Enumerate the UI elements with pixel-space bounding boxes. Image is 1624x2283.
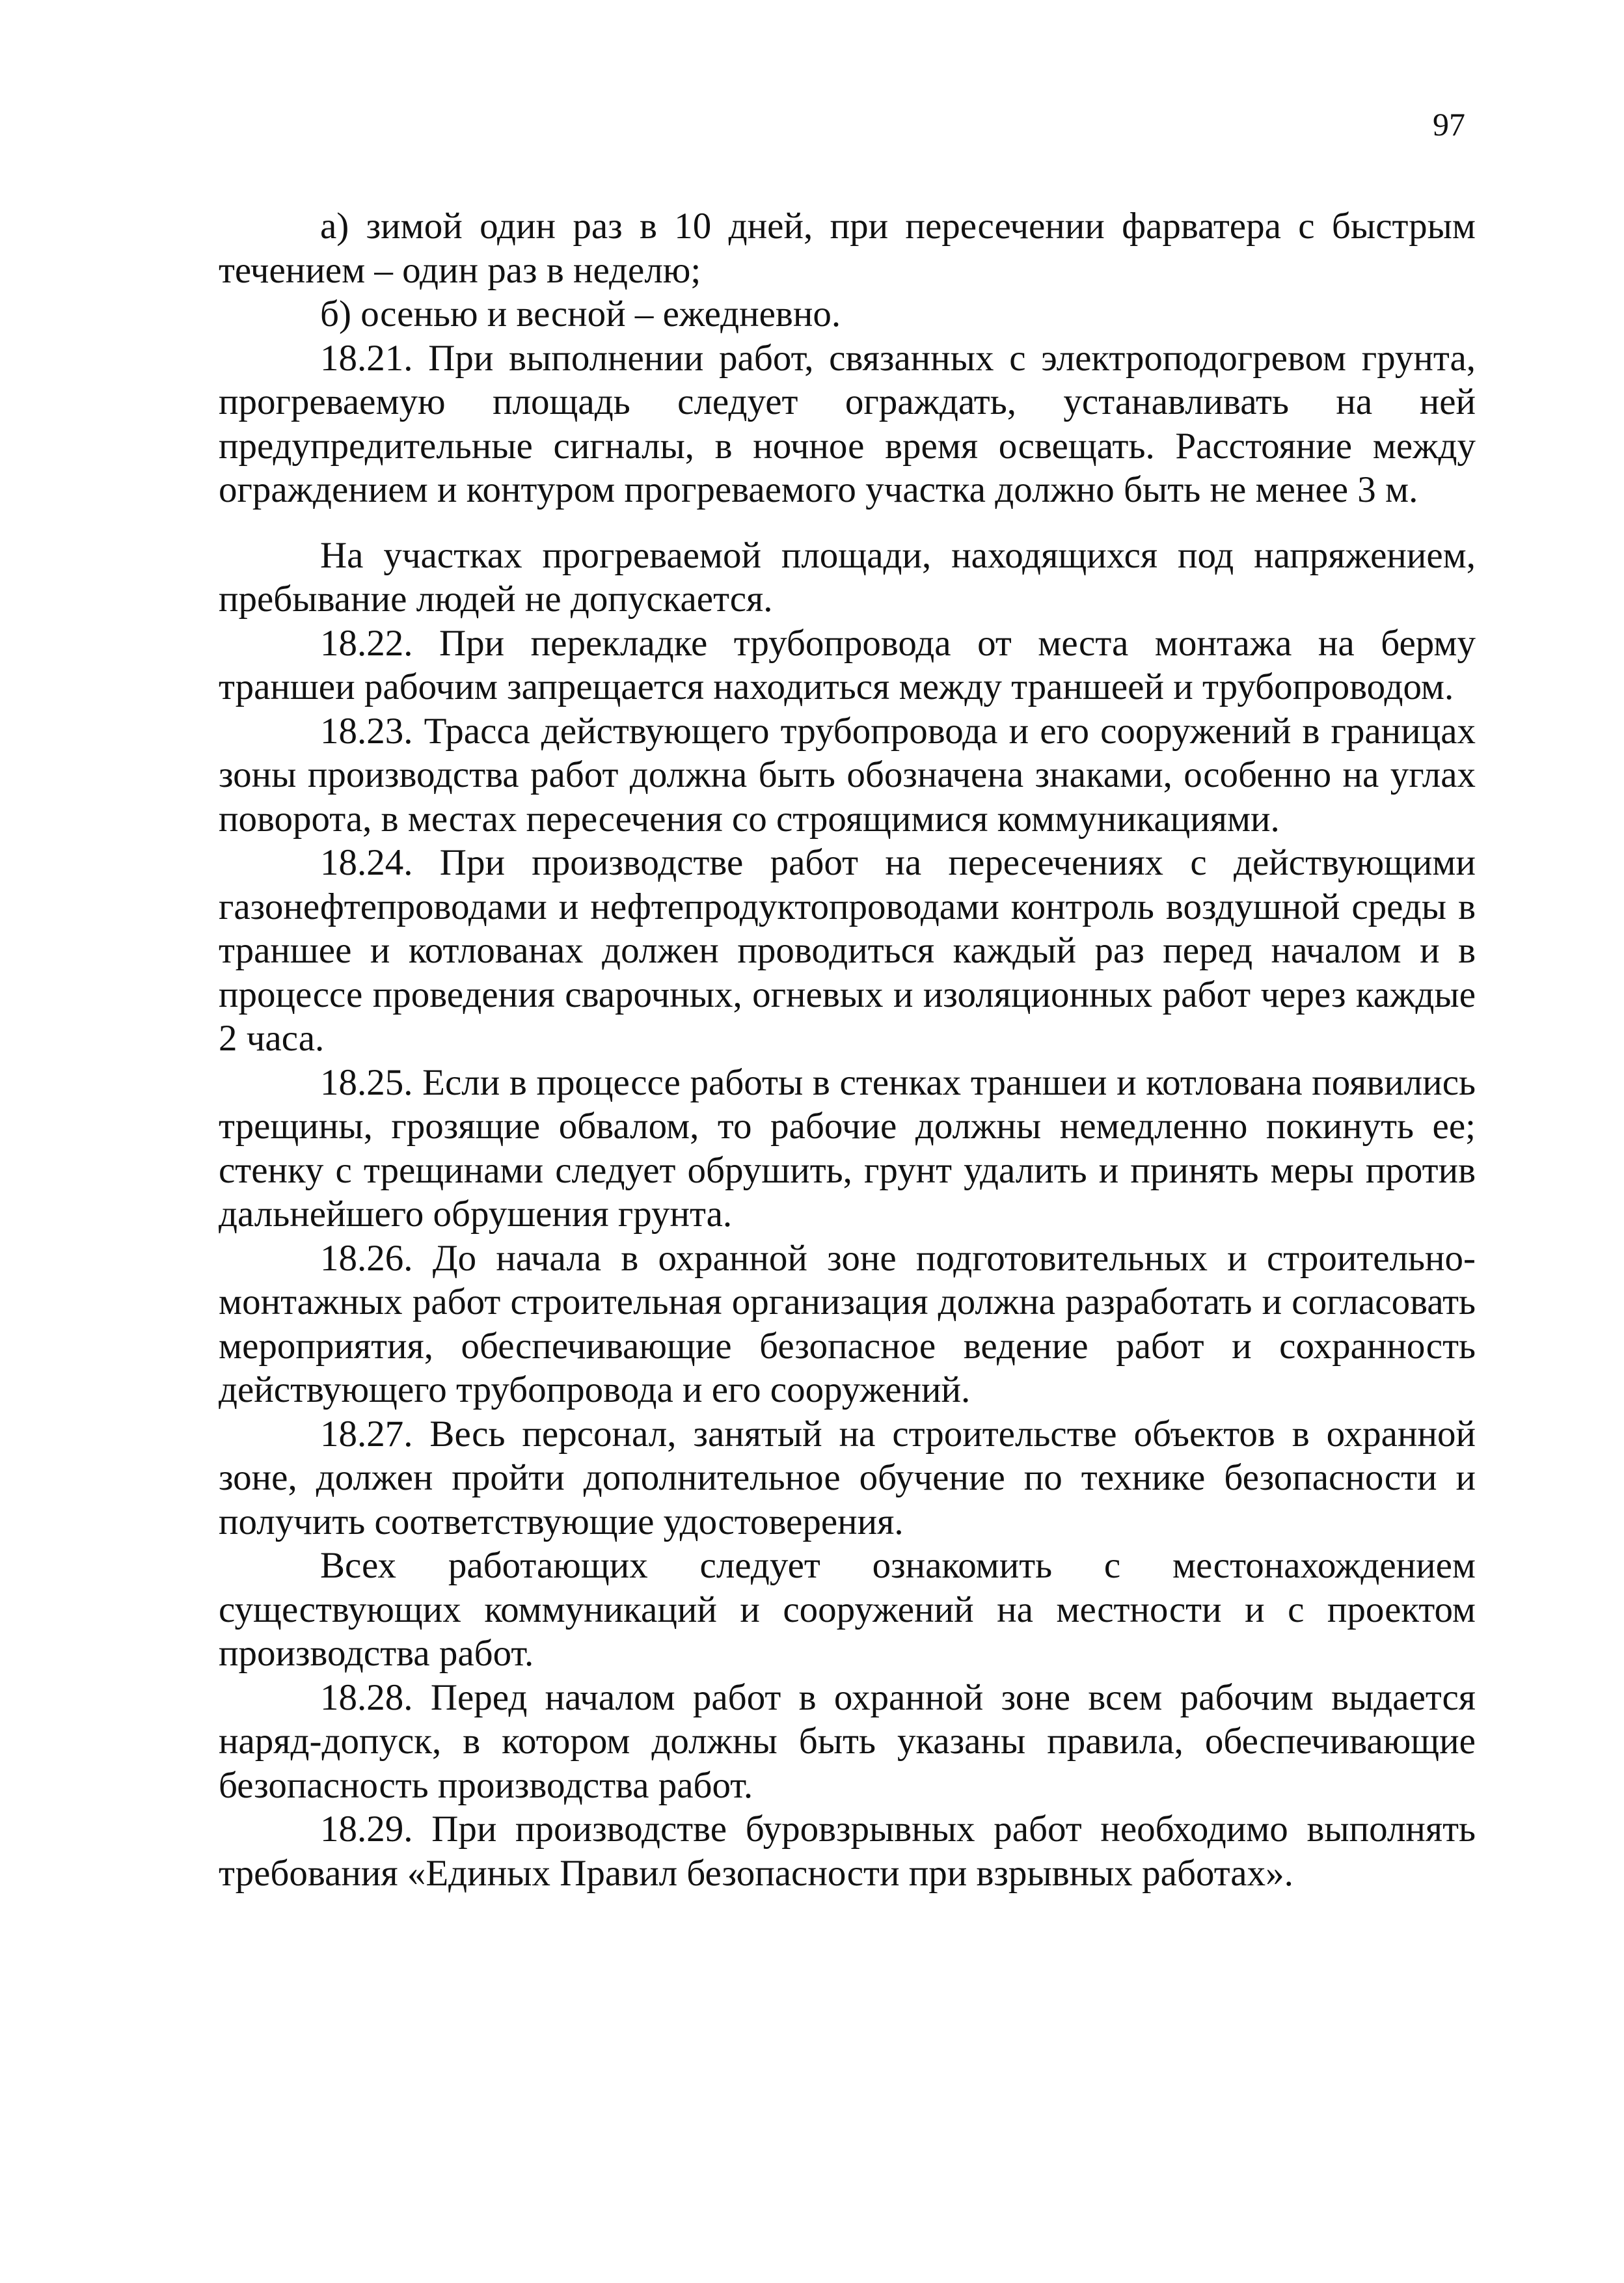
paragraph-autumn-spring-check: б) осенью и весной – ежедневно. bbox=[320, 294, 841, 335]
paragraph-18-23: 18.23. Трасса действующего трубопровода и его сооружений в границах зоны производства работ должна быть обозначена знаками, особенно на углах поворота, в местах пересечения со строящимися коммуникациями. bbox=[219, 710, 1476, 840]
paragraph-18-21: 18.21. При выполнении работ, связанных с электроподогревом грунта, прогреваемую площадь следует ограждать, устанавливать на ней предупредительные сигналы, в ночное время освещать. Расстояние между ограждением и контуром прогреваемого участка должно быть не менее 3 м. bbox=[219, 337, 1476, 510]
paragraph-heated-area-people: На участках прогреваемой площади, находящихся под напряжением, пребывание людей не допускается. bbox=[219, 534, 1476, 620]
page-number: 97 bbox=[1433, 106, 1465, 143]
paragraph-18-26: 18.26. До начала в охранной зоне подготовительных и строительно-монтажных работ строительная организация должна разработать и согласовать мероприятия, обеспечивающие безопасное ведение работ и сохранность действующего трубопровода и его сооружений. bbox=[219, 1237, 1476, 1410]
document-body bbox=[219, 204, 1476, 1895]
paragraph-18-28: 18.28. Перед началом работ в охранной зоне всем рабочим выдается наряд-допуск, в котором должны быть указаны правила, обеспечивающие безопасность производства работ. bbox=[219, 1676, 1476, 1806]
paragraph-all-workers-familiarize: Всех работающих следует ознакомить с местонахождением существующих коммуникаций и сооружений на местности и с проектом производства работ. bbox=[219, 1545, 1476, 1674]
paragraph-18-27: 18.27. Весь персонал, занятый на строительстве объектов в охранной зоне, должен пройти дополнительное обучение по технике безопасности и получить соответствующие удостоверения. bbox=[219, 1413, 1476, 1542]
paragraph-18-29: 18.29. При производстве буровзрывных работ необходимо выполнять требования «Единых Правил безопасности при взрывных работах». bbox=[219, 1809, 1476, 1894]
paragraph-18-25: 18.25. Если в процессе работы в стенках траншеи и котлована появились трещины, грозящие обвалом, то рабочие должны немедленно покинуть ее; стенку с трещинами следует обрушить, грунт удалить и принять меры против дальнейшего обрушения грунта. bbox=[219, 1061, 1476, 1235]
paragraph-18-22: 18.22. При перекладке трубопровода от места монтажа на берму траншеи рабочим запрещается находиться между траншеей и трубопроводом. bbox=[219, 622, 1476, 707]
paragraph-18-24: 18.24. При производстве работ на пересечениях с действующими газонефтепроводами и нефтепродуктопроводами контроль воздушной среды в траншее и котлованах должен проводиться каждый раз перед началом и в процессе проведения сварочных, огневых и изоляционных работ через каждые 2 часа. bbox=[219, 842, 1476, 1059]
paragraph-winter-check: а) зимой один раз в 10 дней, при пересечении фарватера с быстрым течением – один раз в неделю; bbox=[219, 206, 1476, 291]
